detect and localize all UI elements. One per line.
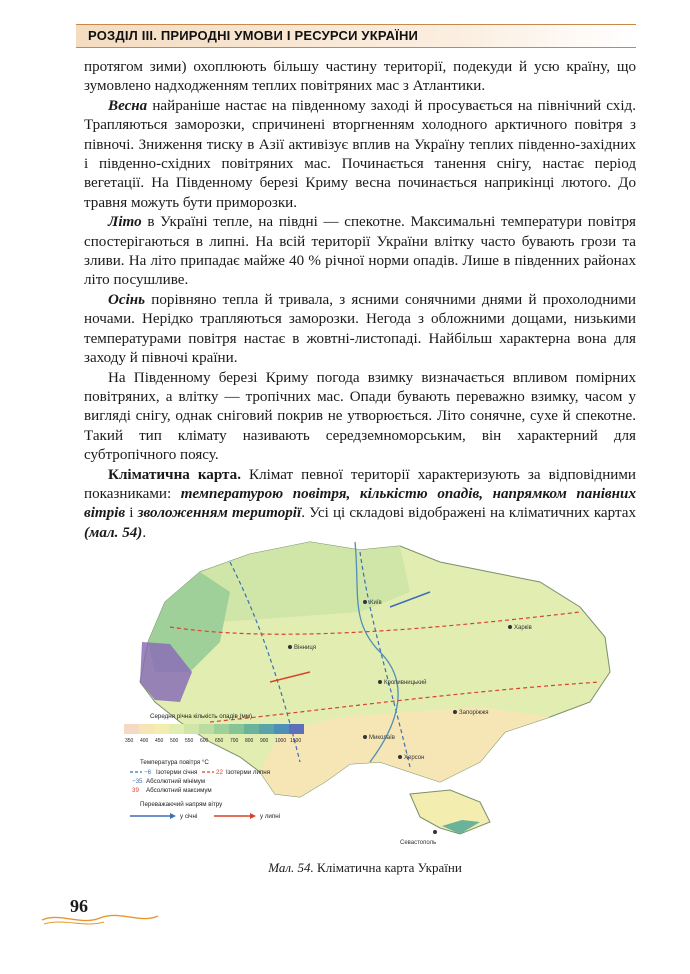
city-kropyvnytskyi-label: Кропивницький: [384, 680, 427, 686]
paragraph-crimea-text: На Південному березі Криму погода взимку визначається впливом помірних повітряних, а влітку — тропічних мас. Опади бувають переважно взимку, часом у вигляді снігу, однак сніговий покрив не утворюється. Літо сонячне, сухе й спекотне. Такий тип клімату називають середземноморським, він характерний для субтропічного поясу.: [84, 369, 636, 464]
climate-map-text-c: . Усі ці складові відображені на кліматичних картах: [301, 505, 636, 522]
climate-map-text-a: Клімат певної території характеризують за відповідними показниками:: [84, 466, 636, 502]
legend-min-sample: −35: [132, 778, 143, 785]
page-ornament-icon: [40, 892, 160, 928]
figure-caption: [110, 860, 620, 876]
paragraph-1-text: протягом зими) охоплюють більшу частину території, подекуди й усю країну, що зумовлено надходженням теплих повітряних мас з Атлантики.: [84, 59, 636, 95]
legend-max-label: Абсолютний максимум: [146, 787, 212, 794]
precip-swatch: [274, 724, 289, 734]
term-summer: Літо: [108, 214, 142, 231]
main-text: [84, 58, 636, 543]
legend-temp-title: Температура повітря °С: [140, 759, 209, 766]
paragraph-1: [84, 58, 636, 97]
city-vinnytsia-label: Вінниця: [294, 645, 316, 651]
wind-jul-arrow-icon: [250, 813, 256, 819]
precip-tick-label: 450: [155, 738, 164, 744]
city-sevastopol-dot: [433, 830, 437, 834]
city-kharkiv-label: Харків: [514, 625, 532, 631]
city-kharkiv-dot: [508, 625, 512, 629]
precip-tick-label: 1500: [290, 738, 302, 744]
legend-jan-sample: −6: [144, 769, 152, 776]
climate-map: [110, 532, 620, 852]
precip-swatch: [214, 724, 229, 734]
caption-text: Кліматична карта України: [313, 860, 462, 875]
paragraph-autumn: [84, 291, 636, 369]
legend-wind-title: Переважаючий напрям вітру: [140, 801, 223, 808]
legend-jul-sample: 22: [216, 769, 223, 776]
city-mykolaiv-label: Миколаїв: [369, 735, 395, 741]
precip-tick-label: 400: [140, 738, 149, 744]
paragraph-autumn-text: порівняно тепла й тривала, з ясними сонячними днями й прохолодними ночами. Нерідко трапляються заморозки. Негода з обложними дощами, низькими температурами повітря настає в жовтні-листопаді. Найбільш характерна вона для заходу й півночі країни.: [84, 291, 636, 367]
city-kherson-dot: [398, 755, 402, 759]
climate-indicators: температурою повітря, кількістю опадів, напрямком панівних вітрів: [84, 485, 636, 522]
term-climate-map: Кліматична карта.: [108, 466, 241, 483]
precip-swatch: [289, 724, 304, 734]
paragraph-summer-text: в Україні тепле, на півдні — спекотне. Максимальні температури повітря спостерігаються в липні. На всій території України влітку часто бувають грози та зливи. На літо припадає майже 40 % річної норми опадів. Лише в південних районах літо посушливе.: [84, 214, 636, 289]
term-spring: Весна: [108, 97, 148, 114]
precip-swatch: [124, 724, 139, 734]
term-autumn: Осінь: [108, 291, 146, 308]
city-kropyvnytskyi-dot: [378, 680, 382, 684]
legend-wind-jul: у липні: [260, 813, 281, 820]
legend-precip-title: Середня річна кількість опадів (мм): [150, 713, 253, 720]
precip-swatch: [169, 724, 184, 734]
wind-jan-arrow-icon: [170, 813, 176, 819]
city-sevastopol-label: Севастополь: [400, 840, 437, 846]
precip-tick-label: 500: [170, 738, 179, 744]
legend-wind-jan: у січні: [180, 813, 198, 820]
precip-tick-label: 1000: [275, 738, 287, 744]
precip-swatch: [244, 724, 259, 734]
precip-tick-label: 350: [125, 738, 134, 744]
precip-swatch: [199, 724, 214, 734]
city-zaporizhzhia-label: Запоріжжя: [459, 710, 489, 716]
city-mykolaiv-dot: [363, 735, 367, 739]
city-kherson-label: Херсон: [404, 755, 425, 761]
city-zaporizhzhia-dot: [453, 710, 457, 714]
precip-tick-label: 600: [200, 738, 209, 744]
precip-tick-label: 800: [245, 738, 254, 744]
city-vinnytsia-dot: [288, 645, 292, 649]
climate-moisture: зволоженням території: [137, 505, 302, 522]
climate-map-text-b: і: [125, 505, 138, 522]
precip-swatch: [259, 724, 274, 734]
legend-jul-label: Ізотерми липня: [226, 769, 271, 776]
page-number: 96: [70, 896, 88, 916]
legend-jan-label: Ізотерми січня: [156, 769, 198, 776]
precip-tick-label: 700: [230, 738, 239, 744]
precip-tick-label: 900: [260, 738, 269, 744]
precip-swatch: [229, 724, 244, 734]
caption-label: Мал. 54.: [268, 860, 314, 875]
paragraph-crimea: [84, 369, 636, 466]
legend-max-sample: 39: [132, 787, 139, 794]
precip-swatch: [184, 724, 199, 734]
paragraph-spring-text: найраніше настає на південному заході й просувається на північний схід. Трапляються заморозки, спричинені вторгненням холодного арктичного повітря з півночі. Зниження тиску в Азії активізує вплив на Україну теплих південно-західних і південно-східних повітряних мас. Починається танення снігу, настає період вегетації. На Південному березі Криму весна починається наприкінці лютого. До травня можуть бути приморозки.: [84, 97, 636, 211]
paragraph-summer: [84, 213, 636, 291]
precip-swatch: [154, 724, 169, 734]
climate-map-text-end: .: [142, 524, 147, 541]
precip-tick-label: 550: [185, 738, 194, 744]
paragraph-spring: [84, 97, 636, 213]
precip-tick-label: 650: [215, 738, 224, 744]
section-title: РОЗДІЛ ІІІ. ПРИРОДНІ УМОВИ І РЕСУРСИ УКРАЇНИ: [88, 28, 419, 43]
city-kyiv-label: Київ: [370, 600, 382, 606]
figure-reference: (мал. 54): [84, 524, 143, 541]
precip-swatch: [139, 724, 154, 734]
city-kyiv-dot: [363, 600, 367, 604]
legend-min-label: Абсолютний мінімум: [146, 778, 206, 785]
